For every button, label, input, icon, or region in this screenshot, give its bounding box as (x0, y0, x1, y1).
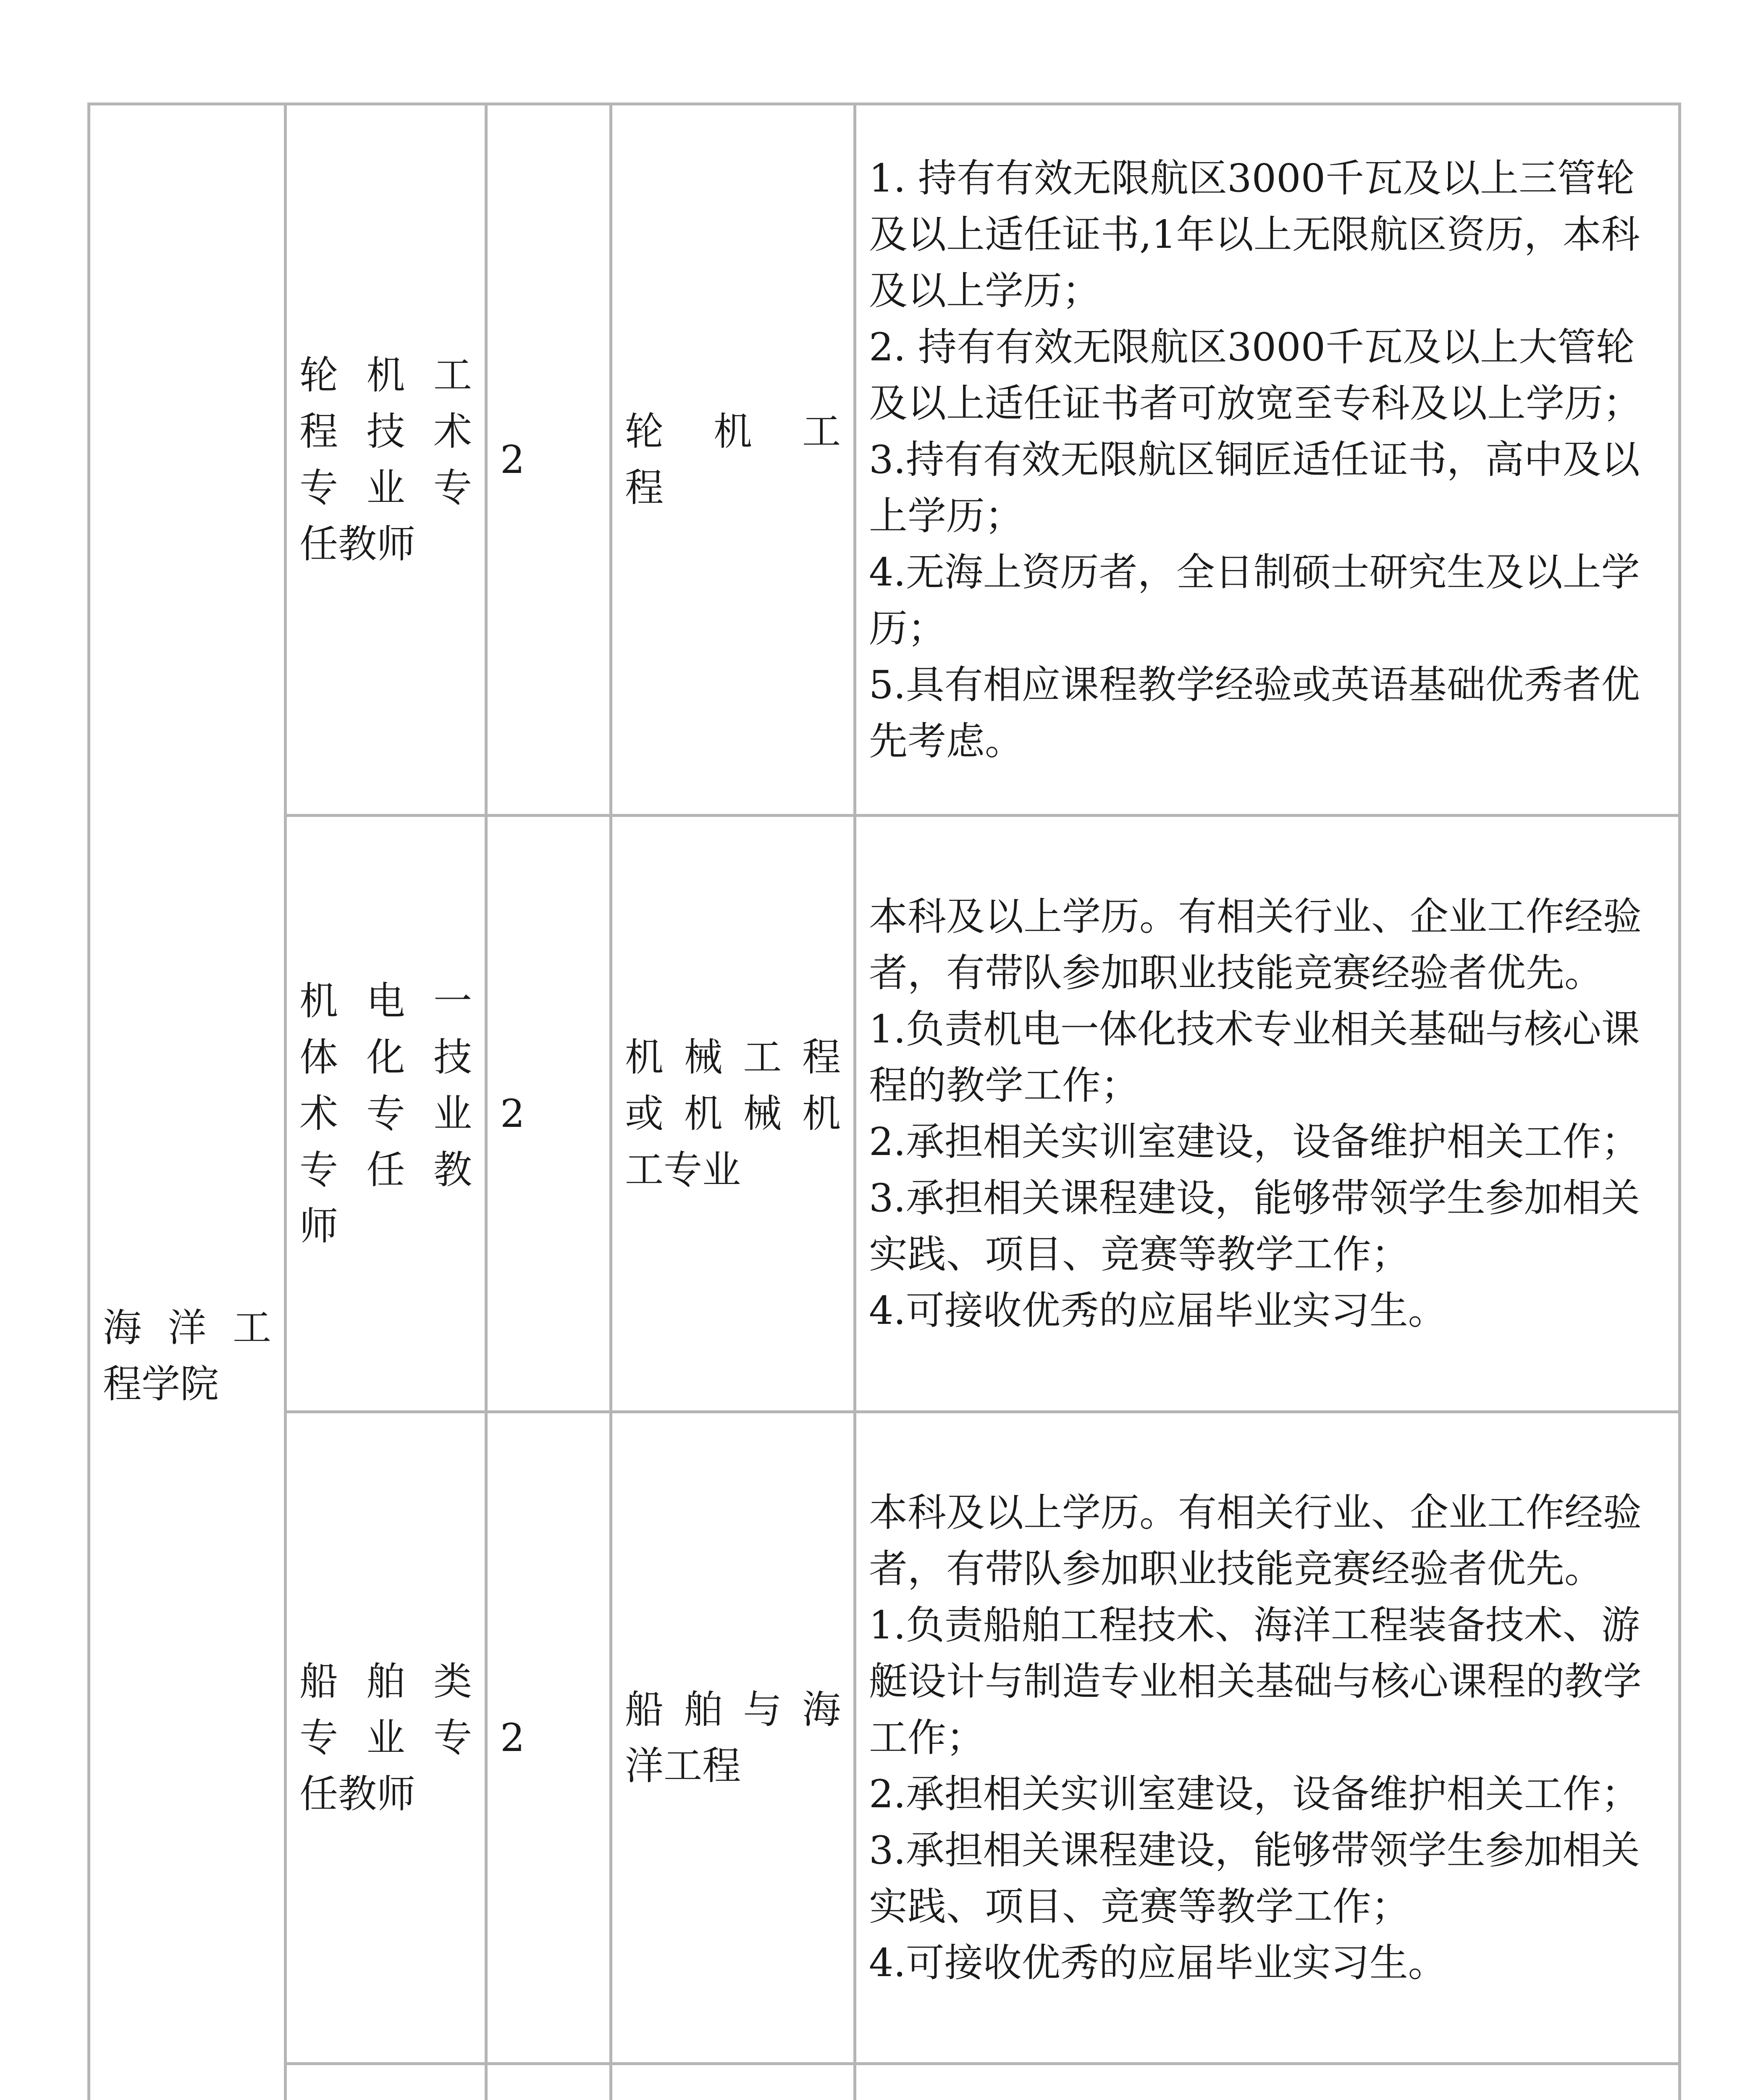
post-name-cell (286, 1412, 486, 2064)
requirement-item: 4.可接收优秀的应届毕业实习生。 (869, 1288, 1447, 1333)
post-name-cell (286, 816, 486, 1412)
post-name-cell (286, 2064, 486, 2100)
major-line: 船 舶 与 海 (625, 1687, 841, 1732)
headcount-cell: 2 (486, 104, 611, 816)
requirement-item: 2. 持有有效无限航区3000千瓦及以上大管轮及以上适任证书者可放宽至专科及以上学历； (869, 324, 1642, 426)
college-cell (89, 104, 286, 2100)
requirements-cell (855, 1412, 1680, 2064)
major-line: 程 (625, 465, 664, 510)
requirement-item: 3.承担相关课程建设，能够带领学生参加相关实践、项目、竞赛等教学工作； (869, 1827, 1640, 1929)
table-row (89, 816, 1680, 1412)
requirement-item: 4.无海上资历者，全日制硕士研究生及以上学历； (869, 549, 1640, 651)
post-name-line: 轮 机 工 (299, 352, 472, 398)
requirement-item: 2.承担相关实训室建设，设备维护相关工作； (869, 1771, 1640, 1816)
requirement-item: 1.负责机电一体化技术专业相关基础与核心课程的教学工作； (869, 1006, 1640, 1108)
requirement-item: 3.承担相关课程建设，能够带领学生参加相关实践、项目、竞赛等教学工作； (869, 1175, 1640, 1277)
post-name-line: 体 化 技 (299, 1034, 472, 1080)
headcount-cell: 2 (486, 816, 611, 1412)
requirements-cell (855, 816, 1680, 1412)
major-line: 轮 机 工 (625, 409, 841, 454)
major-cell (611, 2064, 855, 2100)
post-name-cell (286, 104, 486, 816)
requirement-item: 本科及以上学历。有相关行业、企业工作经验者，有带队参加职业技能竞赛经验者优先。 (869, 894, 1642, 995)
major-cell (611, 104, 855, 816)
post-name-line: 任教师 (299, 1771, 416, 1816)
requirement-item: 1. 持有有效无限航区3000千瓦及以上三管轮及以上适任证书,1年以上无限航区资历，本科及以上学历； (869, 155, 1640, 313)
post-name-line: 任教师 (299, 521, 416, 567)
post-name-line: 专 业 专 (299, 465, 472, 510)
major-line: 洋工程 (625, 1743, 741, 1788)
post-name-line: 程 技 术 (299, 409, 472, 454)
requirement-item: 4.可接收优秀的应届毕业实习生。 (869, 1940, 1447, 1985)
college-name-line: 海 洋 工 (103, 1305, 271, 1350)
requirements-cell (855, 2064, 1680, 2100)
requirement-item: 5.具有相应课程教学经验或英语基础优秀者优先考虑。 (869, 662, 1640, 764)
table-row (89, 104, 1680, 816)
post-name-line: 机 电 一 (299, 978, 472, 1024)
headcount-cell: 2 (486, 1412, 611, 2064)
post-name-line: 师 (299, 1203, 338, 1249)
requirement-item: 3.持有有效无限航区铜匠适任证书，高中及以上学历； (869, 437, 1640, 538)
major-cell (611, 1412, 855, 2064)
requirements-cell (855, 104, 1680, 816)
headcount-cell (486, 2064, 611, 2100)
requirement-item: 本科及以上学历。有相关行业、企业工作经验者，有带队参加职业技能竞赛经验者优先。 (869, 1490, 1642, 1591)
post-name-line: 船 舶 类 (299, 1659, 472, 1704)
requirement-item: 1.负责船舶工程技术、海洋工程装备技术、游艇设计与制造专业相关基础与核心课程的教学工作； (869, 1602, 1642, 1760)
college-name-line: 程学院 (103, 1361, 219, 1407)
requirement-item: 2.承担相关实训室建设，设备维护相关工作； (869, 1119, 1640, 1164)
table-row (89, 2064, 1680, 2100)
major-line: 机 械 工 程 (625, 1034, 841, 1080)
table-row (89, 1412, 1680, 2064)
major-line: 或 机 械 机 (625, 1091, 841, 1136)
recruitment-table (87, 102, 1681, 2100)
post-name-line: 专 业 专 (299, 1715, 472, 1760)
post-name-line: 专 任 教 (299, 1147, 472, 1192)
major-line: 工专业 (625, 1147, 741, 1192)
major-cell (611, 816, 855, 1412)
post-name-line: 术 专 业 (299, 1091, 472, 1136)
